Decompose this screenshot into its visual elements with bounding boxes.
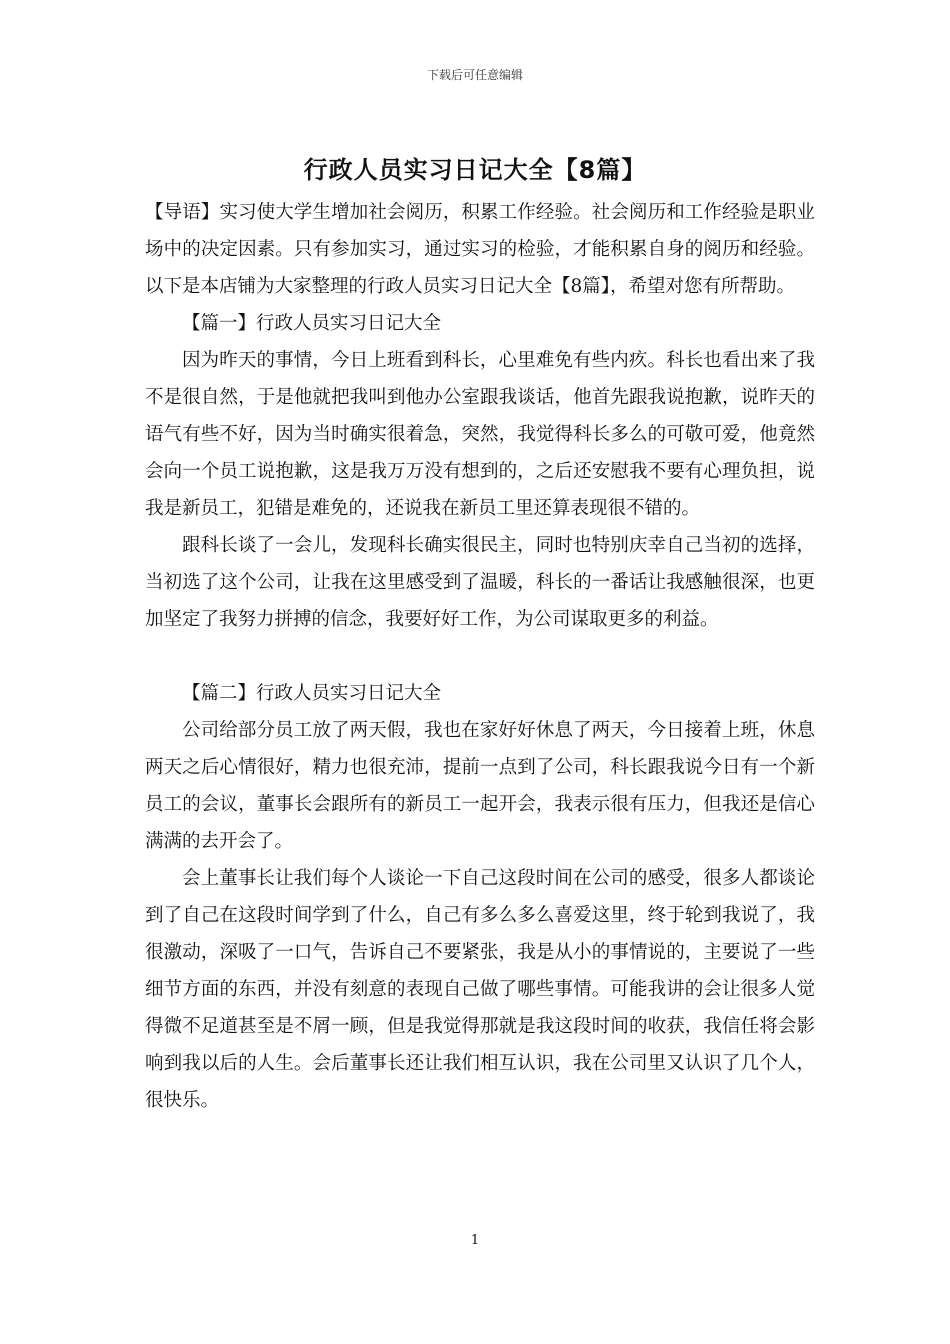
body-paragraph: 跟科长谈了一会儿，发现科长确实很民主，同时也特别庆幸自己当初的选择，当初选了这个公司，让我在这里感受到了温暖，科长的一番话让我感触很深，也更加坚定了我努力拼搏的信念，我要好好工作，为公司谋取更多的利益。 bbox=[145, 535, 815, 630]
document-title: 行政人员实习日记大全【8篇】 bbox=[303, 156, 647, 184]
document-body bbox=[145, 194, 815, 1119]
section-spacer bbox=[145, 638, 815, 675]
intro-paragraph: 【导语】实习使大学生增加社会阅历，积累工作经验。社会阅历和工作经验是职业场中的决定因素。只有参加实习，通过实习的检验，才能积累自身的阅历和经验。以下是本店铺为大家整理的行政人员实习日记大全【8篇】，希望对您有所帮助。 bbox=[145, 202, 815, 297]
body-paragraph: 因为昨天的事情，今日上班看到科长，心里难免有些内疚。科长也看出来了我不是很自然，于是他就把我叫到他办公室跟我谈话，他首先跟我说抱歉，说昨天的语气有些不好，因为当时确实很着急，突然，我觉得科长多么的可敬可爱，他竟然会向一个员工说抱歉，这是我万万没有想到的，之后还安慰我不要有心理负担，说我是新员工，犯错是难免的，还说我在新员工里还算表现很不错的。 bbox=[145, 350, 815, 519]
section-heading: 【篇一】行政人员实习日记大全 bbox=[182, 313, 442, 334]
body-paragraph: 会上董事长让我们每个人谈论一下自己这段时间在公司的感受，很多人都谈论到了自己在这段时间学到了什么，自己有多么多么喜爱这里，终于轮到我说了，我很激动，深吸了一口气，告诉自己不要紧张，我是从小的事情说的，主要说了一些细节方面的东西，并没有刻意的表现自己做了哪些事情。可能我讲的会让很多人觉得微不足道甚至是不屑一顾，但是我觉得那就是我这段时间的收获，我信任将会影响到我以后的人生。会后董事长还让我们相互认识，我在公司里又认识了几个人，很快乐。 bbox=[145, 868, 815, 1111]
body-paragraph: 公司给部分员工放了两天假，我也在家好好休息了两天，今日接着上班，休息两天之后心情很好，精力也很充沛，提前一点到了公司，科长跟我说今日有一个新员工的会议，董事长会跟所有的新员工一起开会，我表示很有压力，但我还是信心满满的去开会了。 bbox=[145, 720, 815, 852]
section-heading: 【篇二】行政人员实习日记大全 bbox=[182, 683, 442, 704]
page-number: 1 bbox=[470, 1233, 480, 1248]
page-header-note: 下载后可任意编辑 bbox=[426, 68, 523, 82]
